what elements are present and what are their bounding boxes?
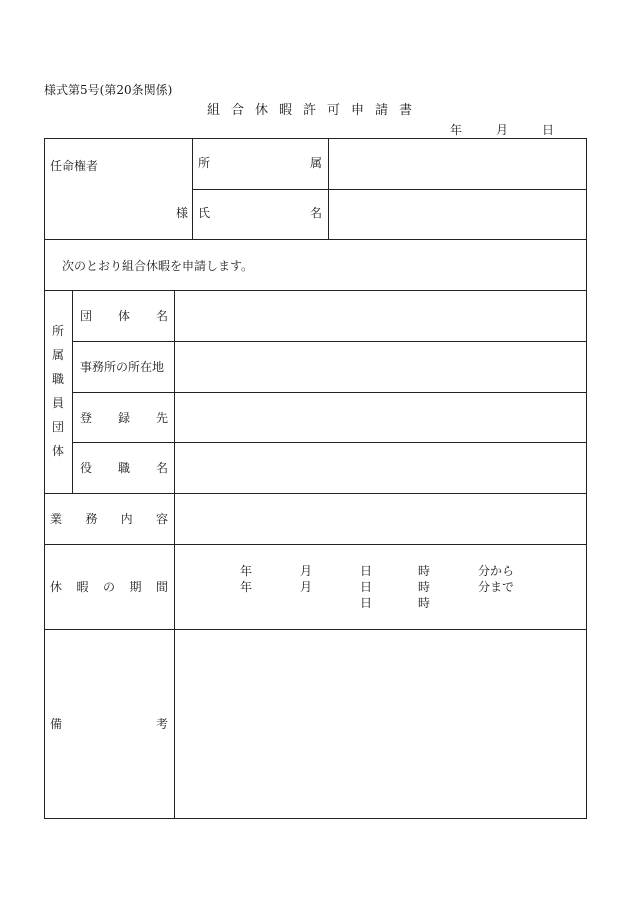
form-number: 様式第5号(第20条関係) [44, 83, 173, 97]
remarks-label: 備 考 [50, 717, 168, 731]
form-title: 組合休暇許可申請書 [206, 103, 423, 118]
group-name-label: 団 体 名 [80, 309, 168, 323]
name-field[interactable] [330, 191, 585, 238]
remarks-field[interactable] [176, 631, 585, 817]
duties-field[interactable] [176, 495, 585, 543]
affiliation-label: 所 属 [198, 156, 322, 170]
position-field[interactable] [176, 444, 585, 492]
period-start-hour: 時 [418, 564, 431, 578]
period-end-year: 年 [240, 580, 253, 594]
period-start-minute: 分から [478, 564, 515, 578]
affiliation-field[interactable] [330, 140, 585, 188]
appointer-label: 任命権者 [50, 159, 99, 173]
office-address-field[interactable] [176, 343, 585, 391]
period-label: 休 暇 の 期 間 [50, 580, 168, 594]
position-label: 役 職 名 [80, 461, 168, 475]
registration-label: 登 録 先 [80, 411, 168, 425]
group-side-label: 所 属 職 員 団 体 [51, 324, 64, 458]
period-start-day: 日 [360, 564, 373, 578]
group-name-field[interactable] [176, 292, 585, 340]
period-end-month: 月 [300, 580, 313, 594]
request-statement: 次のとおり組合休暇を申請します。 [62, 259, 254, 273]
date-year-label: 年 [450, 123, 463, 137]
period-field[interactable] [176, 546, 585, 628]
name-label: 氏 名 [198, 206, 322, 220]
period-end-day: 日 [360, 580, 373, 594]
date-month-label: 月 [496, 123, 509, 137]
period-start-month: 月 [300, 564, 313, 578]
duties-label: 業 務 内 容 [50, 512, 168, 526]
date-day-label: 日 [542, 123, 555, 137]
period-end-minute: 分まで [478, 580, 515, 594]
office-address-label: 事務所の所在地 [80, 360, 165, 374]
period-end-hour: 時 [418, 580, 431, 594]
registration-field[interactable] [176, 394, 585, 441]
period-total-day: 日 [360, 596, 373, 610]
period-total-hour: 時 [418, 596, 431, 610]
honorific-label: 様 [176, 206, 189, 220]
period-start-year: 年 [240, 564, 253, 578]
